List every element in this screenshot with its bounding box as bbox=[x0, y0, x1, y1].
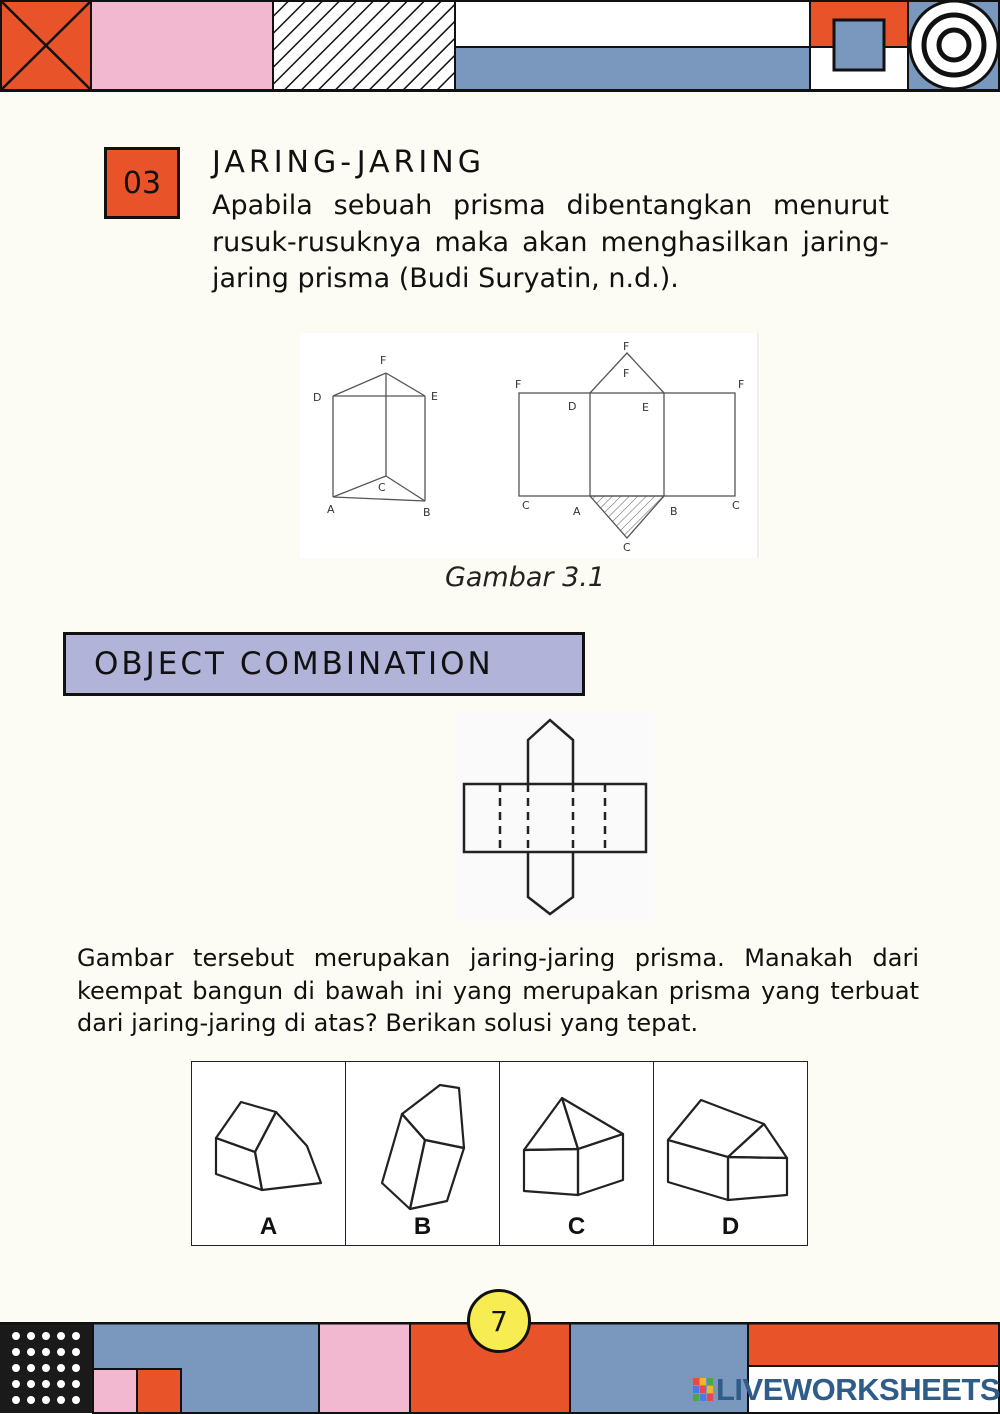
section-number: 03 bbox=[122, 165, 162, 201]
net-label-b: B bbox=[670, 505, 678, 518]
figure-prism-and-net bbox=[300, 333, 760, 558]
section-number-badge bbox=[104, 147, 180, 219]
net-label-f-left: F bbox=[515, 378, 522, 391]
net-label-c-left: C bbox=[522, 499, 530, 512]
section-paragraph: Apabila sebuah prisma dibentangkan menurut rusuk-rusuknya maka akan menghasilkan jaring-jaring prisma (Budi Suryatin, n.d.). bbox=[212, 190, 889, 294]
choice-c-shape bbox=[500, 1070, 653, 1220]
net-label-c-bottom: C bbox=[623, 541, 631, 554]
top-banner bbox=[0, 0, 1000, 92]
net-label-c-right: C bbox=[732, 499, 740, 512]
liveworksheets-brand[interactable]: LIVEWORKSHEETS bbox=[716, 1372, 1000, 1407]
net-label-f-inner: F bbox=[623, 367, 630, 380]
choice-a-label: A bbox=[259, 1213, 278, 1240]
net-label-d: D bbox=[568, 400, 577, 413]
net-label-f-top: F bbox=[623, 340, 630, 353]
prism-label-b: B bbox=[423, 506, 431, 519]
choice-d-label: D bbox=[721, 1213, 740, 1240]
choice-d-shape bbox=[654, 1070, 807, 1220]
net-label-a: A bbox=[573, 505, 581, 518]
choice-c[interactable] bbox=[500, 1062, 654, 1245]
choice-d[interactable] bbox=[654, 1062, 807, 1245]
object-combination-heading bbox=[63, 632, 585, 696]
answer-choices-table bbox=[191, 1061, 808, 1246]
prism-label-f: F bbox=[380, 354, 387, 367]
liveworksheets-logo-icon bbox=[693, 1378, 713, 1402]
net-label-f-right: F bbox=[738, 378, 745, 391]
pentagonal-prism-net-figure bbox=[455, 712, 655, 922]
prism-label-d: D bbox=[313, 391, 322, 404]
net-label-e: E bbox=[642, 401, 649, 414]
choice-a-shape bbox=[192, 1070, 345, 1220]
page-number-badge bbox=[467, 1289, 531, 1353]
prism-label-a: A bbox=[327, 503, 335, 516]
choice-a[interactable] bbox=[192, 1062, 346, 1245]
choice-b-label: B bbox=[413, 1213, 432, 1240]
prism-label-c: C bbox=[378, 481, 386, 494]
section-title: JARING-JARING bbox=[212, 145, 485, 180]
prism-label-e: E bbox=[431, 390, 438, 403]
question-text: Gambar tersebut merupakan jaring-jaring prisma. Manakah dari keempat bangun di bawah ini yang merupakan prisma yang terbuat dari jaring-jaring di atas? Berikan solusi yang tepat. bbox=[77, 944, 919, 1037]
figure-caption: Gambar 3.1 bbox=[444, 562, 606, 593]
choice-b-shape bbox=[346, 1070, 501, 1220]
choice-b[interactable] bbox=[346, 1062, 500, 1245]
object-combination-heading-text: OBJECT COMBINATION bbox=[94, 646, 494, 682]
choice-c-label: C bbox=[567, 1213, 586, 1240]
page-number: 7 bbox=[490, 1304, 508, 1338]
